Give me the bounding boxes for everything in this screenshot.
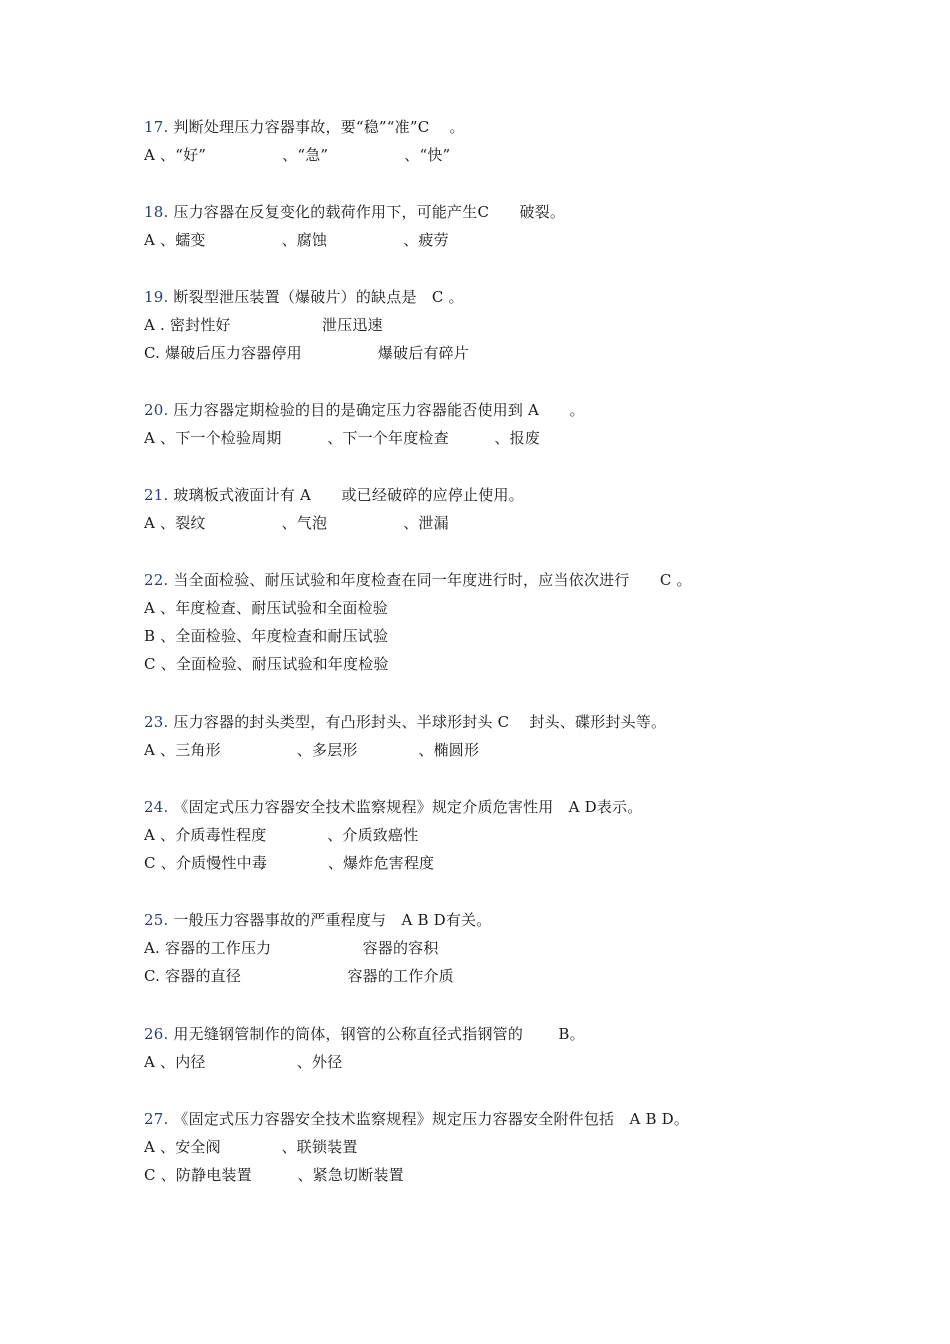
question-number: 24. bbox=[144, 798, 169, 816]
question-26 bbox=[144, 1024, 585, 1044]
question-19-option-row-1: A . 密封性好 泄压迅速 bbox=[144, 316, 383, 334]
question-23-options: A 、三角形 、多层形 、椭圆形 bbox=[144, 741, 480, 759]
question-stem: 《固定式压力容器安全技术监察规程》规定压力容器安全附件包括 A B D。 bbox=[168, 1110, 690, 1128]
question-25-option-row-1: A. 容器的工作压力 容器的容积 bbox=[144, 939, 439, 957]
question-26-options: A 、内径 、外径 bbox=[144, 1053, 343, 1071]
question-stem: 断裂型泄压装置（爆破片）的缺点是 C 。 bbox=[168, 288, 464, 306]
question-number: 18. bbox=[144, 203, 169, 221]
question-21-options: A 、裂纹 、气泡 、泄漏 bbox=[144, 514, 449, 532]
question-number: 23. bbox=[144, 713, 169, 731]
question-stem: 压力容器的封头类型，有凸形封头、半球形封头 C 封头、碟形封头等。 bbox=[168, 713, 667, 731]
question-number: 26. bbox=[144, 1025, 169, 1043]
question-19-option-row-2: C. 爆破后压力容器停用 爆破后有碎片 bbox=[144, 344, 470, 362]
question-stem: 《固定式压力容器安全技术监察规程》规定介质危害性用 A D表示。 bbox=[168, 798, 643, 816]
question-23 bbox=[144, 712, 666, 732]
question-22-option-c: C 、全面检验、耐压试验和年度检验 bbox=[144, 655, 389, 673]
question-number: 21. bbox=[144, 486, 169, 504]
question-number: 17. bbox=[144, 118, 169, 136]
question-number: 20. bbox=[144, 401, 169, 419]
question-17-options: A 、“好” 、“急” 、“快” bbox=[144, 146, 451, 164]
question-22 bbox=[144, 570, 692, 590]
question-25 bbox=[144, 910, 491, 930]
question-22-option-a: A 、年度检查、耐压试验和全面检验 bbox=[144, 599, 389, 617]
question-24-option-row-2: C 、介质慢性中毒 、爆炸危害程度 bbox=[144, 854, 435, 872]
question-22-option-b: B 、全面检验、年度检查和耐压试验 bbox=[144, 627, 389, 645]
question-24-option-row-1: A 、介质毒性程度 、介质致癌性 bbox=[144, 826, 419, 844]
question-18-options: A 、蠕变 、腐蚀 、疲劳 bbox=[144, 231, 449, 249]
question-stem: 用无缝钢管制作的筒体，钢管的公称直径式指钢管的 B。 bbox=[168, 1025, 585, 1043]
question-24 bbox=[144, 797, 642, 817]
question-19 bbox=[144, 287, 464, 307]
question-25-option-row-2: C. 容器的直径 容器的工作介质 bbox=[144, 967, 454, 985]
question-17 bbox=[144, 117, 465, 137]
question-27 bbox=[144, 1109, 689, 1129]
question-stem: 压力容器定期检验的目的是确定压力容器能否使用到 A 。 bbox=[168, 401, 585, 419]
question-stem: 当全面检验、耐压试验和年度检查在同一年度进行时，应当依次进行 C 。 bbox=[168, 571, 692, 589]
question-18 bbox=[144, 202, 565, 222]
question-20-options: A 、下一个检验周期 、下一个年度检查 、报废 bbox=[144, 429, 541, 447]
question-stem: 压力容器在反复变化的载荷作用下，可能产生C 破裂。 bbox=[168, 203, 566, 221]
question-27-option-row-2: C 、防静电装置 、紧急切断装置 bbox=[144, 1166, 404, 1184]
question-stem: 玻璃板式液面计有 A 或已经破碎的应停止使用。 bbox=[168, 486, 524, 504]
question-number: 27. bbox=[144, 1110, 169, 1128]
question-number: 22. bbox=[144, 571, 169, 589]
question-stem: 一般压力容器事故的严重程度与 A B D有关。 bbox=[168, 911, 492, 929]
question-27-option-row-1: A 、安全阀 、联锁装置 bbox=[144, 1138, 358, 1156]
question-number: 25. bbox=[144, 911, 169, 929]
question-21 bbox=[144, 485, 524, 505]
question-20 bbox=[144, 400, 585, 420]
question-stem: 判断处理压力容器事故，要“稳”“准”C 。 bbox=[168, 118, 465, 136]
question-number: 19. bbox=[144, 288, 169, 306]
